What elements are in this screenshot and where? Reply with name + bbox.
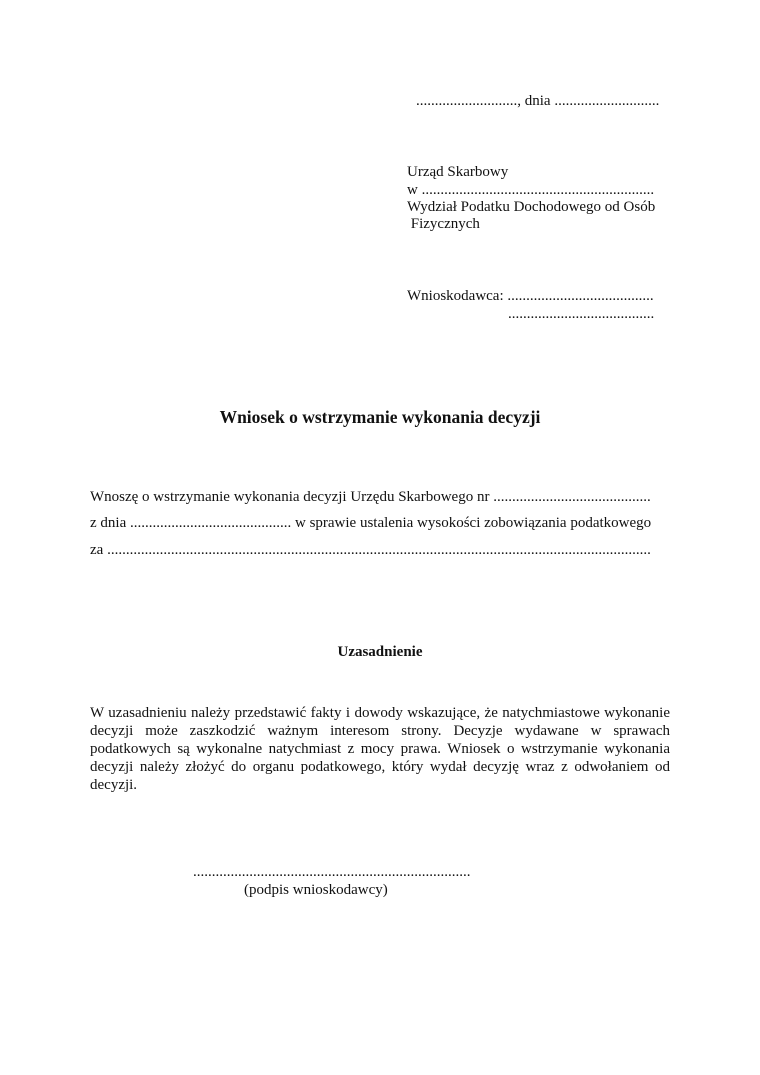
request-line-1: Wnoszę o wstrzymanie wykonania decyzji Urzędu Skarbowego nr .......................................... [90,489,651,505]
request-line-2: z dnia ........................................... w sprawie ustalenia wysokości zobowiązania podatkowego [90,515,652,531]
signature-line: .......................................................................... [193,864,471,880]
place-date-line: ..........................., dnia ............................ [416,93,660,109]
applicant-address-line: ....................................... [508,306,655,322]
justification-paragraph: W uzasadnieniu należy przedstawić fakty i dowody wskazujące, że natychmiastowe wykonanie decyzji może zaszkodzić ważnym interesom strony. Decyzje wydawane w sprawach podatkowych są wykonalne natychmiast z mocy prawa. Wniosek o wstrzymanie wykonania decyzji należy złożyć do organu podatkowego, który wydał decyzję wraz z odwołaniem od decyzji. [90,705,670,793]
applicant-name-line: Wnioskodawca: ....................................... [407,288,654,304]
signature-caption: (podpis wnioskodawcy) [244,882,388,898]
addressee-department-cont: Fizycznych [407,216,480,232]
addressee-location: w .............................................................. [407,182,655,198]
request-line-3: za ................................................................................................................................................. [90,542,651,558]
justification-heading: Uzasadnienie [337,644,423,660]
document-title: Wniosek o wstrzymanie wykonania decyzji [219,407,541,427]
addressee-office: Urząd Skarbowy [407,164,509,180]
addressee-department: Wydział Podatku Dochodowego od Osób [407,199,656,215]
